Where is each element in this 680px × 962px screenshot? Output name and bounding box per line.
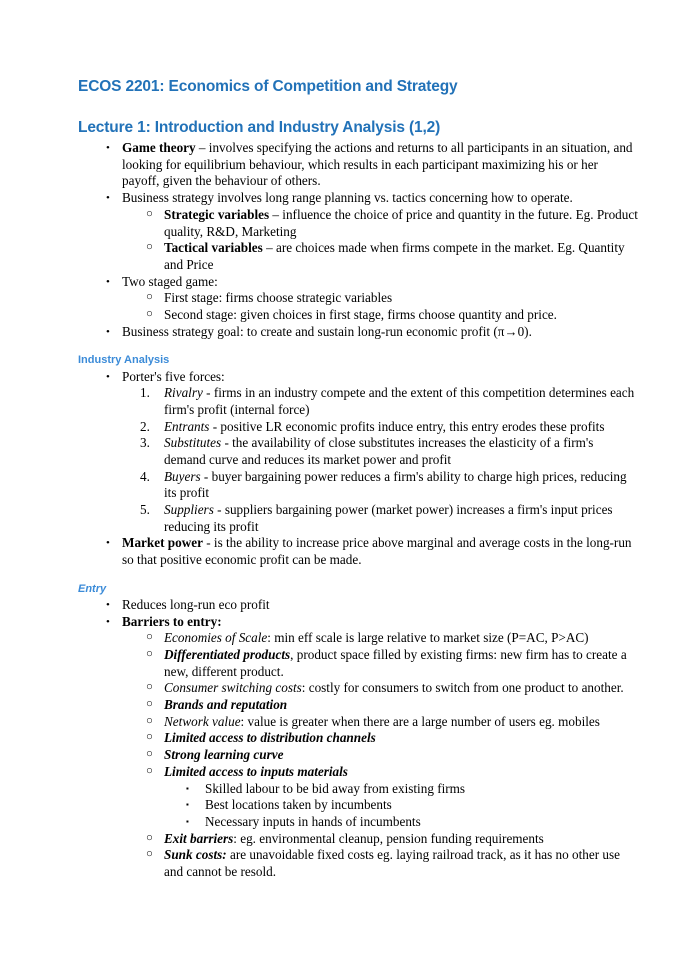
list-item-barrier [122,764,638,831]
stages-sub-list [122,290,638,323]
bullet-disc-icon: • [106,325,110,338]
bullet-circle-icon: ○ [146,648,153,661]
list-item-strategy-goal [78,324,638,341]
bullet-circle-icon: ○ [146,207,153,220]
bullet-circle-icon: ○ [146,307,153,320]
term-market-power: Market power [122,535,203,551]
bullet-square-icon: ▪ [186,816,189,826]
bullet-circle-icon: ○ [146,291,153,304]
term-tactical-variables: Tactical variables [164,240,263,256]
document-title: ECOS 2201: Economics of Competition and Strategy [78,78,458,95]
list-item-game-theory [78,140,638,190]
text-reduces-profit: Reduces long-run eco profit [122,596,270,612]
bullet-circle-icon: ○ [146,848,153,861]
list-item-sunk-costs [122,847,638,880]
lecture-heading: Lecture 1: Introduction and Industry Analysis (1,2) [78,119,441,137]
term-force: Rivalry [164,385,203,401]
text-input: Skilled labour to be bid away from existing firms [205,780,466,796]
list-item-barrier [122,647,638,680]
list-item-barrier [122,630,638,647]
list-item-market-power [78,535,638,568]
text-first-stage: First stage: firms choose strategic variables [164,290,393,306]
list-item-exit-barriers [122,831,638,848]
text-barrier: : value is greater when there are a large number of users eg. mobiles [240,713,600,729]
entry-list [78,597,638,881]
list-item-barriers-to-entry [78,614,638,881]
text-force: - buyer bargaining power reduces a firm's ability to charge high prices, reducing its profit [164,468,627,501]
list-item-first-stage [122,290,638,307]
text-barrier: : min eff scale is large relative to market size (P=AC, P>AC) [267,630,589,646]
term-force: Substitutes [164,435,222,451]
text-input: Necessary inputs in hands of incumbents [205,813,421,829]
text-sunk-costs: are unavoidable fixed costs eg. laying railroad track, as it has no other use and cannot be resold. [164,847,620,879]
five-forces-numbered-list [122,385,638,535]
list-item-barrier [122,714,638,731]
term-sunk-costs: Sunk costs: [164,847,227,863]
list-item-input [164,814,638,831]
bullet-disc-icon: • [106,275,110,288]
list-item-force [122,419,638,436]
term-barrier: Brands and reputation [164,697,288,713]
bullet-circle-icon: ○ [146,714,153,727]
intro-bullet-list [78,140,638,340]
list-number [140,435,150,452]
list-item-reduces-profit [78,597,638,614]
bullet-circle-icon: ○ [146,764,153,777]
term-exit-barriers: Exit barriers [164,830,234,846]
bullet-disc-icon: • [106,598,110,611]
list-item-barrier [122,730,638,747]
text-game-theory: – involves specifying the actions and returns to all participants in an situation, and looking for equilibrium behaviour, which results in each participant maximizing his or her payoff, given the behaviour of others. [122,140,633,189]
list-item-strategic-variables [122,207,638,240]
industry-analysis-list [78,369,638,569]
term-barrier: Strong learning curve [164,747,284,763]
term-barrier: Consumer switching costs [164,680,302,696]
bullet-circle-icon: ○ [146,681,153,694]
list-number [140,469,150,486]
list-item-force [122,502,638,535]
section-heading-entry: Entry [78,582,107,595]
term-game-theory: Game theory [122,140,196,156]
section-heading-industry-analysis: Industry Analysis [78,354,170,367]
term-force: Suppliers [164,502,214,518]
bullet-disc-icon: • [106,615,110,628]
bullet-circle-icon: ○ [146,748,153,761]
list-item-input [164,781,638,798]
term-force: Entrants [164,418,210,434]
list-number [140,385,150,402]
bullet-disc-icon: • [106,192,110,205]
text-barriers-heading: Barriers to entry: [122,613,222,629]
text-porter-intro: Porter's five forces: [122,368,225,384]
text-strategy-goal: Business strategy goal: to create and sustain long-run economic profit (π→0). [122,323,532,339]
text-tactical-variables: – are choices made when firms compete in the market. Eg. Quantity and Price [164,240,625,272]
term-force: Buyers [164,468,201,484]
list-item-two-staged-game [78,274,638,324]
list-item-force [122,469,638,502]
text-barrier: : costly for consumers to switch from one product to another. [301,680,624,696]
text-force: - the availability of close substitutes increases the elasticity of a firm's demand curve and reduces its market power and profit [164,435,594,467]
bullet-circle-icon: ○ [146,631,153,644]
term-strategic-variables: Strategic variables [164,206,270,222]
list-item-business-strategy [78,190,638,273]
list-item-barrier [122,680,638,697]
bullet-circle-icon: ○ [146,731,153,744]
barriers-sub-list [122,630,638,880]
bullet-circle-icon: ○ [146,831,153,844]
bullet-square-icon: ▪ [186,800,189,810]
list-item-force [122,385,638,418]
list-item-barrier [122,697,638,714]
list-item-second-stage [122,307,638,324]
term-barrier: Differentiated products [164,647,291,663]
text-barrier: , product space filled by existing firms: new firm has to create a new, different product. [164,647,627,679]
bullet-disc-icon: • [106,537,110,550]
list-item-porters-five-forces [78,369,638,536]
bullet-disc-icon: • [106,142,110,155]
bullet-circle-icon: ○ [146,241,153,254]
term-barrier: Limited access to distribution channels [164,730,376,746]
list-item-barrier [122,747,638,764]
list-item-input [164,797,638,814]
inputs-sub-list [164,781,638,831]
term-barrier: Network value [164,713,241,729]
list-item-tactical-variables [122,240,638,273]
text-force: - firms in an industry compete and the extent of this competition determines each firm's profit (internal force) [164,385,635,417]
term-barrier: Limited access to inputs materials [164,763,348,779]
text-input: Best locations taken by incumbents [205,797,392,813]
text-force: - positive LR economic profits induce entry, this entry erodes these profits [209,418,605,434]
bullet-circle-icon: ○ [146,698,153,711]
text-strategic-variables: – influence the choice of price and quantity in the future. Eg. Product quality, R&D, Marketing [164,206,638,239]
strategy-sub-list [122,207,638,274]
list-number [140,502,150,519]
text-market-power: - is the ability to increase price above marginal and average costs in the long-run so that positive economic profit can be made. [122,535,632,568]
text-two-staged-game: Two staged game: [122,273,218,289]
bullet-square-icon: ▪ [186,783,189,793]
list-item-force [122,435,638,468]
text-exit-barriers: : eg. environmental cleanup, pension funding requirements [233,830,544,846]
text-second-stage: Second stage: given choices in first stage, firms choose quantity and price. [164,306,557,322]
text-business-strategy: Business strategy involves long range planning vs. tactics concerning how to operate. [122,190,573,206]
bullet-disc-icon: • [106,370,110,383]
term-barrier: Economies of Scale [164,630,268,646]
list-number [140,419,150,436]
text-force: - suppliers bargaining power (market power) increases a firm's input prices reducing its profit [164,502,613,534]
